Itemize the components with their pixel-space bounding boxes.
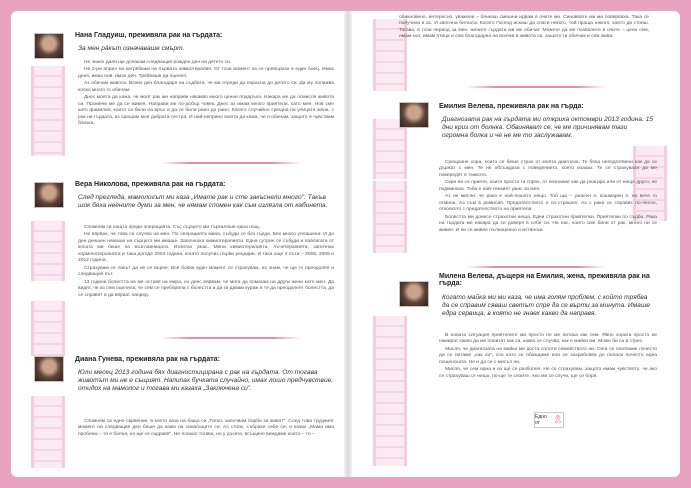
page-fold	[344, 11, 352, 477]
paragraph: Мисля, че диагнозата на майка ми доста сплоти семейството ни. Сега се опитваме почесто да се питаме „как си", спо като се обаждаме или се захраблява до поласи почесто една пощенската. Не и да се с мисъл ни.	[439, 346, 657, 365]
section-divider	[161, 162, 301, 164]
brochure-spread	[11, 11, 680, 477]
profile-body	[78, 419, 334, 439]
profile-quote: За мен рäкът означаваше смърт.	[78, 45, 185, 52]
profile-body	[78, 60, 334, 129]
profile-quote: Диагнозата рак на гърдата ми откриха октомври 2013 година. 15 дни криз от болнка. Обвиняват се, че ме причинявам тази огромна болка и че не ме то заслужавам.	[442, 116, 654, 140]
profile-body	[78, 225, 334, 300]
profile-name: Милена Велева, дъщеря на Емилия, жена, преживяла рак на гърда:	[439, 273, 650, 287]
profile-body	[439, 333, 657, 381]
paragraph: Срещахне хора, които се беше страх от моята диагноза. Те бяха неподготвени как да се държат с мен. Те не обсъждаха с поведението, което изахах. Те се страхуваха да ме повередят в тежкото.	[439, 160, 657, 178]
portrait-photo	[34, 356, 64, 382]
paragraph: Не вярвах, че това се случва на мен. По операцията мина, събуди се без гърда. Бях много уплашена. И до ден днешен нямаше на сърцето ми имаше. Започнаха химиотерапията. Една сутрин се събуди и повлагата от косата ми беше на възглавницата. Изпитах ужас. Мина химиотерапията, лъчетерапията, започнах хормонотерапията и така догоде 2004 година, когато получих първи рецидив. И така още 3 пъти – 2006, 2008 и 2012 година.	[78, 232, 334, 264]
paragraph: Аз не мисли, че рака е най-лошото нещо. Тоб ща – ужасен е, кошмарен е, но вече го отмина. Аз съм в ремисия. Предателството е по-страшно. Аз с рака се справих по-лесно, отколкото с предателството на приятели.	[439, 194, 657, 213]
profile-name: Вера Николова, преживяла рак на гърдата:	[75, 181, 226, 188]
paragraph: Спомням си едно сврвение, в което каза на баща си „Татко, започвам борба за живот". След това трудният момент на следващия ден беше да кажа на сина/ъщите си. Аз стоях, събрахя себе си, и казах „Мама има проблем – тя е болна, но ще се оздравя". Не плакал тогава, но у досега, всъщине виждаме които – то –	[78, 419, 334, 437]
paragraph: Мисля, че сем една и аз ще се разболея. Не се страхувам, защото имам чувството, че ако се страхуваш от нещо, по-ще те споите. Ако ми се случи, ще се боря.	[439, 367, 657, 379]
paragraph: Не знаех дали ще дочакам следващия рожден ден на детето си.	[84, 60, 232, 65]
paragraph: Страхувам се лакът да не се върне. Всё бояки един момент се страхувам, но знам, че ще го преодолея и следващия път.	[78, 265, 334, 278]
continuation-text: обикновено, интересно, уважени – бликаш смешни идвам в очите ми. Синоввате ми ми повярваха. Така се получиха и ас. И започна битката. Когато Господ искаш да спаси някого, той праща някого, което да стоиш. Тогава, в този период за мен, жените гърдата ми ме обичат. Можете да ме похвалите в очите – цена сем, имам кол, имам птица и сем благодарна на всички в живота си, защото ги обичам и сем жива.	[399, 15, 649, 40]
filmstrip-decoration	[31, 66, 65, 156]
profile-body	[439, 160, 657, 235]
badge-label: Едно от	[535, 414, 547, 426]
filmstrip-decoration	[31, 396, 65, 468]
pink-ribbon-icon: 🎗	[552, 415, 563, 424]
campaign-badge	[534, 412, 564, 428]
filmstrip-decoration	[31, 301, 65, 356]
paragraph: Днес моята да кажа, че моят рак ми направи някакво много ценни подаръка. Накара ме да осмисля живота си. Промени ме да се живея. Направи ме по-добър човек. Днес аз имам много приятели, като мен. Нов сме като фамилия, които са били на връх и да се били рано до рано. Когато случайно срещна на улицата жена, с рак на гърдата, аз срещам моя добрата сестра. И най-неприно моята да кажа, че я обичам, защото я чувствам близка.	[78, 95, 334, 127]
section-divider	[161, 337, 301, 339]
profile-quote: След прегледа, мамологът ми каза „Имате рак и сте закъснели много". Такъв шок бяха неёните думи за мен, че нямам спомен как съм излязла от кабинета.	[78, 194, 328, 210]
portrait-photo	[34, 182, 64, 208]
paragraph: 13 години болестта не ме оставя на мира, но днес вярвам, че мога да помагам на други жени като мен. Да видят, че аз сем оцеляла, че сем се преборила с болестта и да ги давам кураж и те да преодолеят болестта, да се справят и да вярват напред.	[78, 279, 334, 298]
profile-quote: Юли месец 2013 година бях диагностицирана с рак на гърдата. От тогава животът ми не е същият. Напипах бучката случайно, имах лошо предчувствие, отидох на мамолог и тогава ми казаха „Заключена си".	[78, 369, 334, 393]
filmstrip-decoration	[373, 181, 407, 253]
paragraph: На 2-ри април на катрёбвам на първата химиотерапия. От този момент аз се превърнах в един боец. Имах деня, имах нов, имах ден. Трябваше да оцелея.	[78, 67, 334, 79]
filmstrip-decoration	[31, 221, 65, 281]
paragraph: Спомням си нощта преди операцията. Със сърцето ми търкаляше една нощ.	[84, 225, 261, 230]
portrait-photo	[399, 102, 429, 128]
paragraph: В новата ситуация приятелите ми просто не ме питаха как сем. Явно хората просто не намират какво да ме попитат как си, какво се случва, как е майка ми. Може би са в стрес.	[439, 333, 657, 345]
profile-name: Нана Гладуиш, преживяла рак на гърдата:	[75, 32, 223, 39]
section-divider	[466, 86, 606, 88]
filmstrip-decoration	[373, 119, 407, 179]
profile-quote: Когато майка ми ми каза, че има голям проблем, с който трябва да се справим сяваш светът спря да се върти за минута. Имаше едра сервица, в която не знаех какво да направя.	[442, 294, 650, 318]
paragraph: Болестта ми донесе страхотни неща. Едни страхотни приятелки. Приятелки по съдба. Рака на гърдата ме накара да се доверя в себе си. На нас, които сме били от рак, много ни се живее. И ни се живее пълноценно и истински.	[439, 214, 657, 233]
paragraph: Скри ни се прияте, които просто ги спрях, от незнание как да реагира или от нещо друго, не подминаха. Тоба е най-тежкият ужас за мен.	[439, 180, 657, 192]
filmstrip-decoration	[373, 316, 407, 466]
profile-name: Диана Гунева, преживяла рак на гърдата:	[75, 356, 220, 363]
profile-name: Емилия Велева, преживяла рак на гърда:	[439, 103, 584, 110]
paragraph: Аз обичам живота. Всеки ден благодаря на съдбата, че ми отреди да порасна до детето си. Да му попажва колко много го обичам.	[78, 81, 334, 93]
portrait-photo	[34, 33, 64, 59]
section-divider	[466, 266, 606, 268]
portrait-photo	[399, 281, 429, 307]
